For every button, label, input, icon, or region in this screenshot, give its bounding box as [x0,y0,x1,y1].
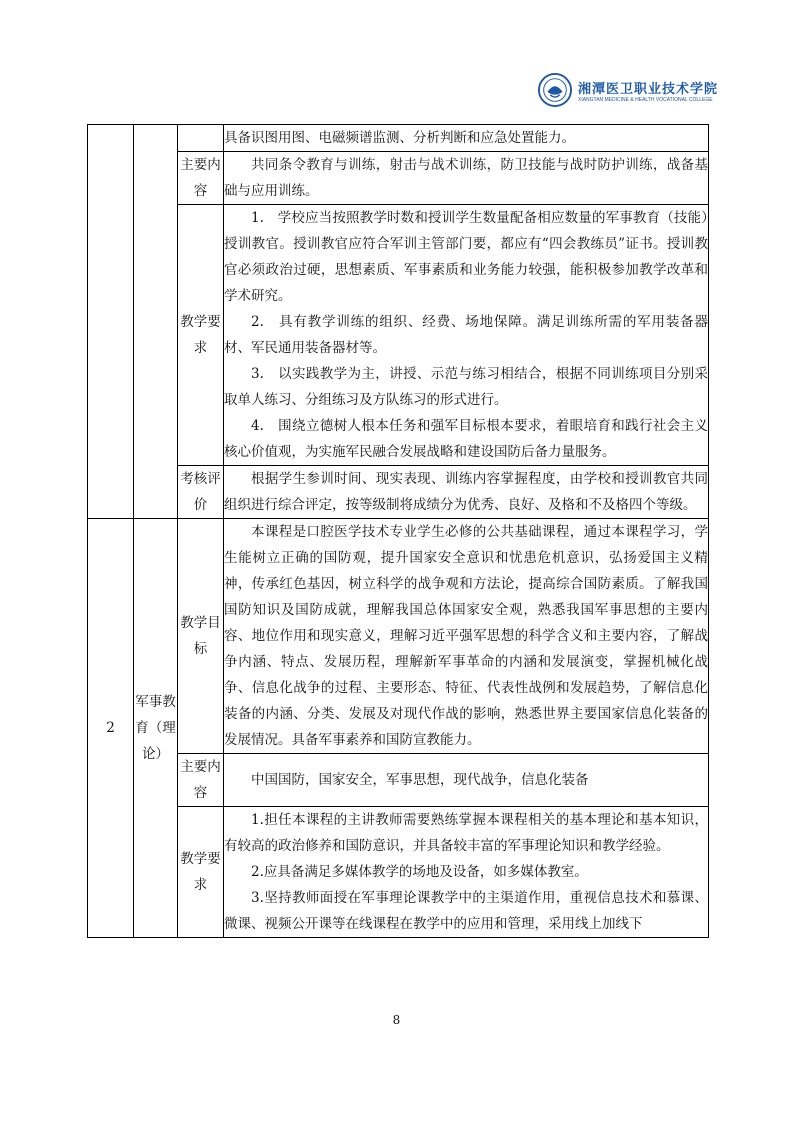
requirement-item: 1.担任本课程的主讲教师需要熟练掌握本课程相关的基本理论和基本知识，有较高的政治修养和国防意识，并具备较丰富的军事理论知识和教学经验。 [224,812,708,854]
assessment-text: 根据学生参训时间、现实表现、训练内容掌握程度，由学校和授训教官共同组织进行综合评定，按等级制将成绩分为优秀、良好、及格和不及格四个等级。 [224,471,708,513]
requirement-item: 4. 围绕立德树人根本任务和强军目标根本要求，着眼培育和践行社会主义核心价值观，为实施军民融合发展战略和建设国防后备力量服务。 [224,418,708,460]
table-row [88,205,709,466]
requirements-label: 教学要求 [178,807,224,938]
course-name-cell: 军事教育（理论） [134,519,178,938]
logo-title: 湘潭医卫职业技术学院 [577,81,718,97]
objective-text: 本课程是口腔医学技术专业学生必修的公共基础课程，通过本课程学习，学生能树立正确的国防观，提升国家安全意识和忧患危机意识，弘扬爱国主义精神，传承红色基因，树立科学的战争观和方法论，提高综合国防素质。了解我国国防知识及国防成就，理解我国总体国家安全观，熟悉我国军事思想的主要内容、地位作用和现实意义，理解习近平强军思想的科学含义和主要内容，了解战争内涵、特点、发展历程，理解新军事革命的内涵和发展演变，掌握机械化战争、信息化战争的过程、主要形态、特征、代表性战例和发展趋势，了解信息化装备的内涵、分类、发展及对现代作战的影响，熟悉世界主要国家信息化装备的发展情况。具备军事素养和国防宣教能力。 [224,524,708,748]
requirement-item: 1. 学校应当按照教学时数和授训学生数量配备相应数量的军事教育（技能）授训教官。授训教官应符合军训主管部门要，都应有“四会教练员”证书。授训教官必须政治过硬，思想素质、军事素质和业务能力较强，能积极参加教学改革和学术研究。 [224,210,708,304]
table-row [88,125,709,152]
main-content-cell [224,754,709,807]
main-content-text: 中国国防，国家安全，军事思想，现代战争，信息化装备 [251,772,589,788]
main-content-text: 共同条令教育与训练，射击与战术训练，防卫技能与战时防护训练，战备基础与应用训练。 [224,157,708,199]
requirements-cell [224,807,709,938]
page-number: 8 [392,1013,401,1027]
requirements-label: 教学要求 [178,205,224,466]
table-row [88,754,709,807]
requirement-item: 3.坚持教师面授在军事理论课教学中的主渠道作用，重视信息技术和慕课、微课、视频公开课等在线课程在教学中的应用和管理，采用线上加线下 [224,890,708,932]
table-row [88,152,709,205]
table-row [88,466,709,519]
requirement-item: 2. 具有教学训练的组织、经费、场地保障。满足训练所需的军用装备器材、军民通用装备器材等。 [224,314,708,356]
assessment-cell [224,466,709,519]
content-cell [224,125,709,152]
label-cell [178,125,224,152]
table-row [88,519,709,754]
table-row [88,807,709,938]
main-content-label: 主要内容 [178,754,224,807]
requirement-item: 3. 以实践教学为主，讲授、示范与练习相结合，根据不同训练项目分别采取单人练习、分组练习及方队练习的形式进行。 [224,366,708,408]
logo-subtitle: XIANGTAN MEDICINE & HEALTH VOCATIONAL COLLEGE [577,96,713,103]
curriculum-table [87,124,709,938]
main-content-cell [224,152,709,205]
requirements-cell [224,205,709,466]
requirement-item: 2.应具备满足多媒体教学的场地及设备，如多媒体教室。 [251,864,588,880]
main-content-label: 主要内容 [178,152,224,205]
row-number-cell [88,125,134,519]
college-logo [538,70,718,110]
objective-cell [224,519,709,754]
row-number-cell: 2 [88,519,134,938]
college-emblem-icon [538,72,572,108]
objective-label: 教学目标 [178,519,224,754]
course-name-cell [134,125,178,519]
skill-tail-text: 具备识图用图、电磁频谱监测、分析判断和应急处置能力。 [224,130,575,146]
assessment-label: 考核评价 [178,466,224,519]
